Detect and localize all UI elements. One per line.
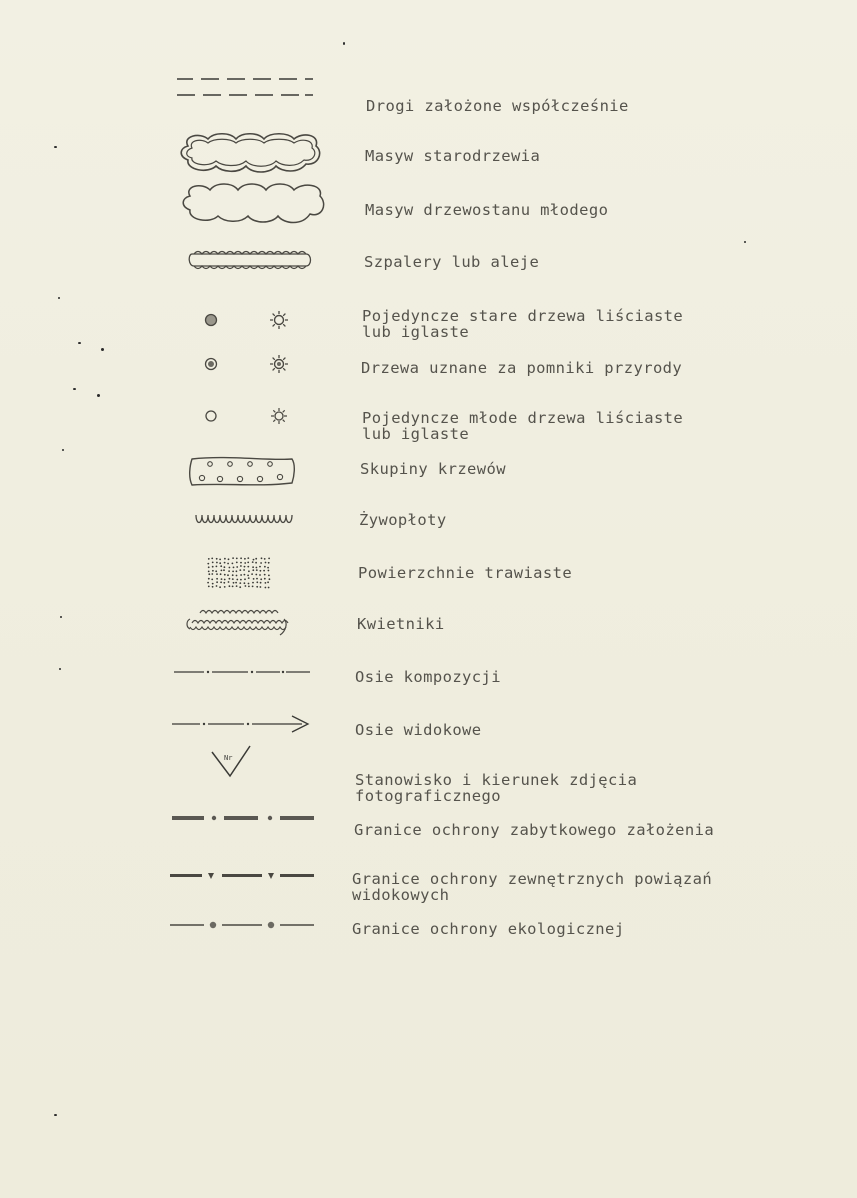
scan-speck xyxy=(59,668,61,670)
scan-speck xyxy=(343,42,345,45)
legend-row-monument-boundary xyxy=(0,812,857,852)
hedge-icon xyxy=(196,509,376,549)
legend-row-photo-position xyxy=(0,742,857,805)
scan-speck xyxy=(60,616,62,618)
scan-speck xyxy=(62,449,64,451)
legend-row-roads xyxy=(0,76,857,116)
legend-label: Drogi założone współcześnie xyxy=(366,97,629,115)
scan-speck xyxy=(97,394,100,397)
scan-speck xyxy=(744,241,746,243)
legend-label: Pojedyncze młode drzewa liściaste lub iglaste xyxy=(362,409,684,443)
legend-row-young-tree-mass xyxy=(0,184,857,224)
legend-label: Granice ochrony ekologicznej xyxy=(352,920,625,938)
scan-speck xyxy=(54,1114,57,1116)
legend-row-monument-trees xyxy=(0,350,857,390)
shrub-group-icon xyxy=(188,455,368,495)
monument-tree-icon xyxy=(200,350,380,390)
legend-row-single-young-trees xyxy=(0,402,857,442)
scan-speck xyxy=(54,146,57,148)
ecology-boundary-icon xyxy=(170,916,350,956)
legend-label: Pojedyncze stare drzewa liściaste lub iglaste xyxy=(362,307,684,341)
legend-row-ecology-boundary xyxy=(0,916,857,956)
legend-row-single-old-trees xyxy=(0,306,857,346)
legend-label: Osie widokowe xyxy=(355,721,482,739)
legend-label: Drzewa uznane za pomniki przyrody xyxy=(361,359,683,377)
legend-label: Powierzchnie trawiaste xyxy=(358,564,573,582)
legend-row-hedges xyxy=(0,509,857,549)
legend-label: Żywopłoty xyxy=(359,511,447,529)
legend-label: Szpalery lub aleje xyxy=(364,253,540,271)
scan-speck xyxy=(73,388,76,390)
young-tree-mass-icon xyxy=(178,184,358,224)
flower-bed-icon xyxy=(186,605,366,645)
scan-speck xyxy=(78,342,81,344)
view-boundary-icon xyxy=(170,866,350,906)
dashed-road-icon xyxy=(175,76,355,116)
scan-speck xyxy=(58,297,60,299)
legend-label: Skupiny krzewów xyxy=(360,460,506,478)
tree-row-alley-icon xyxy=(186,246,366,286)
legend-label: Stanowisko i kierunek zdjęcia fotograficznego xyxy=(355,771,638,805)
legend-row-composition-axes xyxy=(0,660,857,700)
legend-row-view-boundary xyxy=(0,866,857,906)
legend-label: Granice ochrony zewnętrznych powiązań widokowych xyxy=(352,870,713,904)
legend-label: Masyw starodrzewia xyxy=(365,147,541,165)
legend-row-old-tree-mass xyxy=(0,130,857,170)
monument-boundary-icon xyxy=(172,812,352,852)
composition-axis-icon xyxy=(174,660,354,700)
legend-row-flower-beds xyxy=(0,605,857,645)
scan-speck xyxy=(101,348,104,351)
single-old-tree-icon xyxy=(200,306,380,346)
legend-label: Osie kompozycji xyxy=(355,668,501,686)
legend-row-grass xyxy=(0,556,857,596)
legend-label: Granice ochrony zabytkowego założenia xyxy=(354,821,715,839)
single-young-tree-icon xyxy=(200,402,380,442)
legend-row-tree-row xyxy=(0,246,857,286)
photo-marker-text: Nr xyxy=(224,754,233,762)
legend-label: Kwietniki xyxy=(357,615,445,633)
legend-label: Masyw drzewostanu młodego xyxy=(365,201,609,219)
old-tree-mass-icon xyxy=(178,130,358,170)
legend-row-shrub-groups xyxy=(0,455,857,495)
